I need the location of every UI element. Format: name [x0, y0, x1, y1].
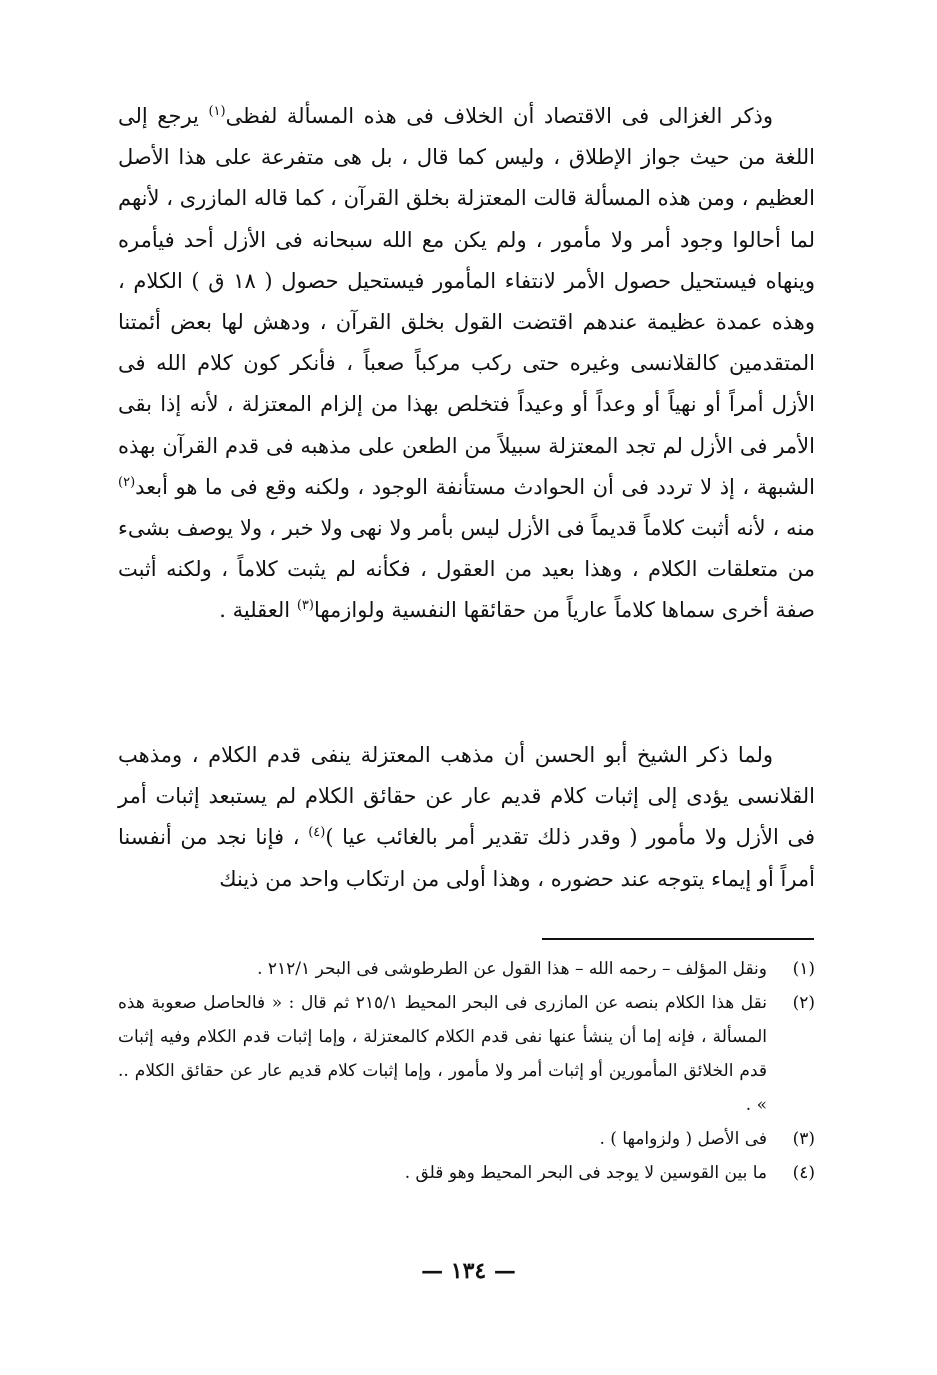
footnote-text: نقل هذا الكلام بنصه عن المازرى فى البحر المحيط ٢١٥/١ ثم قال : « فالحاصل صعوبة هذه المسألة ، فإنه إما أن ينشأ عنها نفى قدم الكلام كالمعتزلة ، وإما إثبات قدم الكلام وفيه إثبات قدم الخلائق المأمورين أو إثبات أمر ولا مأمور ، وإما إثبات كلام قديم عار عن حقائق الكلام .. » . [118, 993, 767, 1115]
footnote-ref-3[interactable]: (٣) [296, 598, 314, 614]
text-run: وذكر الغزالى فى الاقتصاد أن الخلاف فى هذه المسألة لفظى [225, 104, 773, 128]
footnote-item [118, 1156, 815, 1190]
text-run: ولما ذكر الشيخ أبو الحسن أن مذهب المعتزلة ينفى قدم الكلام ، ومذهب القلانسى يؤدى إلى إثبات كلام قديم عار عن حقائق الكلام لم يستبعد إثبات أمر فى الأزل ولا مأمور ( وقدر ذلك تقدير أمر بالغائب عيا ) [118, 743, 816, 850]
footnote-item [118, 1122, 815, 1156]
footnote-separator [542, 938, 814, 940]
footnote-text: ونقل المؤلف – رحمه الله – هذا القول عن الطرطوشى فى البحر ٢١٢/١ . [257, 959, 767, 979]
page-number: — ١٣٤ — [421, 1258, 516, 1284]
footnote-ref-1[interactable]: (١) [208, 104, 226, 119]
footnote-number: (٣) [792, 1129, 815, 1149]
text-run: ، فإنا نجد من أنفسنا أمراً أو إيماء يتوجه عند حضوره ، وهذا أولى من ارتكاب واحد من ذينك [118, 825, 815, 891]
footnote-ref-2[interactable]: (٢) [118, 474, 136, 490]
text-run: منه ، لأنه أثبت كلاماً قديماً فى الأزل ليس بأمر ولا نهى ولا خبر ، ولا يوصف بشىء من متعلقات الكلام ، وهذا بعيد من العقول ، فكأنه لم يثبت كلاماً ، ولكنه أثبت صفة أخرى سماها كلاماً عارياً من حقائقها النفسية ولوازمها [118, 516, 815, 623]
footnote-item [118, 986, 815, 1122]
text-run: يرجع إلى اللغة من حيث جواز الإطلاق ، وليس كما قال ، بل هى متفرعة على هذا الأصل العظيم ، ومن هذه المسألة قالت المعتزلة بخلق القرآن ، كما قاله المازرى ، لأنهم لما أحالوا وجود أمر ولا مأمور ، ولم يكن مع الله سبحانه فى الأزل أحد فيأمره وينهاه فيستحيل حصول الأمر لانتفاء المأمور فيستحيل حصول ( ١٨ ق ) الكلام ، وهذه عمدة عظيمة عندهم اقتضت القول بخلق القرآن ، ودهش لها بعض أئمتنا المتقدمين كالقلانسى وغيره حتى ركب مركباً صعباً ، فأنكر كون كلام الله فى الأزل أمراً أو نهياً أو وعداً أو وعيداً فتخلص بهذا من إلزام المعتزلة ، لأنه إذا بقى الأمر فى الأزل لم تجد المعتزلة سبيلاً من الطعن على مذهبه فى قدم القرآن بهذه الشبهة ، إذ لا تردد فى أن الحوادث مستأنفة الوجود ، ولكنه وقع فى ما هو أبعد [118, 104, 816, 499]
footnote-ref-4[interactable]: (٤) [308, 825, 326, 841]
footnote-number: (٤) [792, 1163, 815, 1183]
footnote-text: فى الأصل ( ولزوامها ) . [599, 1129, 767, 1149]
body-paragraph-1 [118, 96, 815, 632]
footnote-number: (٢) [792, 993, 815, 1013]
body-paragraph-2 [118, 735, 815, 900]
footnote-text: ما بين القوسين لا يوجد فى البحر المحيط وهو قلق . [404, 1163, 767, 1183]
footnote-item [118, 952, 815, 986]
footnote-number: (١) [792, 959, 815, 979]
paragraph-text [118, 96, 815, 632]
footnotes [118, 952, 815, 1190]
text-run: العقلية . [219, 598, 297, 623]
paragraph-text [118, 735, 815, 900]
